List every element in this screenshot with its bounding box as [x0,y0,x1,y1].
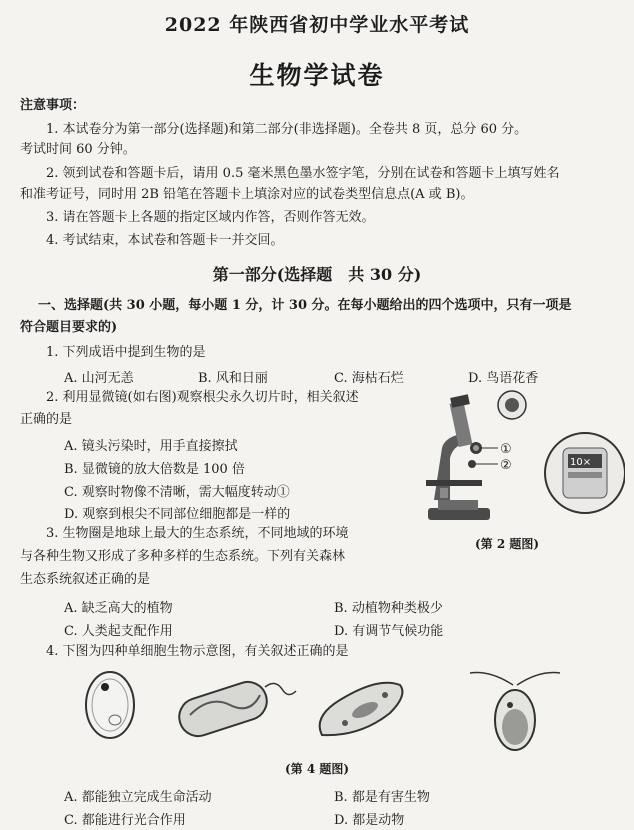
chlamydomonas-icon [470,673,560,751]
microscope-body [426,394,490,520]
q2-option-a: A. 镜头污染时，用手直接擦拭 [64,439,238,454]
paper-title: 生物学试卷 [249,61,385,90]
note-1-line-1: 1. 本试卷分为第一部分(选择题)和第二部分(非选择题)。全卷共 8 页，总分 60 分。 [46,122,528,137]
paramecium-icon [320,683,403,735]
eyepiece-lens-icon [505,398,519,412]
part1-title: 第一部分(选择题 共 30 分) [212,265,422,284]
notes-heading: 注意事项： [20,98,86,113]
q1-option-c: C. 海枯石烂 [334,371,404,386]
q4-option-b: B. 都是有害生物 [334,790,430,805]
q3-stem-line-2: 与各种生物又形成了多种多样的生态系统。下列有关森林 [20,549,346,564]
label-2: ② [500,458,512,473]
q4-option-c: C. 都能进行光合作用 [64,813,186,828]
q2-stem-line-1: 2. 利用显微镜(如右图)观察根尖永久切片时，相关叙述 [46,390,359,405]
q1-option-a: A. 山河无恙 [64,371,134,386]
q2-stem-line-2: 正确的是 [20,412,73,427]
microscope-figure [420,388,625,533]
q1-stem: 1. 下列成语中提到生物的是 [46,345,206,360]
q3-option-a: A. 缺乏高大的植物 [64,601,173,616]
note-2-line-1: 2. 领到试卷和答题卡后，请用 0.5 毫米黑色墨水签字笔，分别在试卷和答题卡上填写姓名 [46,166,560,181]
bacterium-icon [174,677,296,741]
yeast-cell-icon [86,672,134,738]
q3-option-c: C. 人类起支配作用 [64,624,173,639]
q3-stem-line-1: 3. 生物圈是地球上最大的生态系统，不同地域的环境 [46,526,349,541]
q4-stem: 4. 下图为四种单细胞生物示意图，有关叙述正确的是 [46,644,349,659]
note-3: 3. 请在答题卡上各题的指定区域内作答，否则作答无效。 [46,210,375,225]
q3-stem-line-3: 生态系统叙述正确的是 [20,572,151,587]
note-2-line-2: 和准考证号，同时用 2B 铅笔在答题卡上填涂对应的试卷类型信息点(A 或 B)。 [20,187,474,202]
q1-option-d: D. 鸟语花香 [468,371,539,386]
q4-figure-caption: (第 4 题图) [285,762,350,776]
note-1-line-2: 考试时间 60 分钟。 [20,142,136,157]
q2-option-d: D. 观察到根尖不同部位细胞都是一样的 [64,507,291,522]
objective-mark: 10× [570,457,592,468]
q1-option-b: B. 风和日丽 [198,371,268,386]
note-4: 4. 考试结束，本试卷和答题卡一并交回。 [46,233,284,248]
label-1: ① [500,442,512,457]
part1-instruction-line-1: 一、选择题(共 30 小题，每小题 1 分，计 30 分。在每小题给出的四个选项中，只有一项是 [38,298,572,313]
q3-option-b: B. 动植物种类极少 [334,601,443,616]
q4-option-a: A. 都能独立完成生命活动 [64,790,212,805]
single-cell-organisms-figure [60,665,620,755]
q2-option-b: B. 显微镜的放大倍数是 100 倍 [64,462,245,477]
q2-option-c: C. 观察时物像不清晰，需大幅度转动① [64,485,290,500]
part1-instruction-line-2: 符合题目要求的) [20,320,118,335]
q3-option-d: D. 有调节气候功能 [334,624,444,639]
q4-option-d: D. 都是动物 [334,813,405,828]
exam-title: 2022 年陕西省初中学业水平考试 [164,14,470,36]
q2-figure-caption: (第 2 题图) [475,537,540,551]
